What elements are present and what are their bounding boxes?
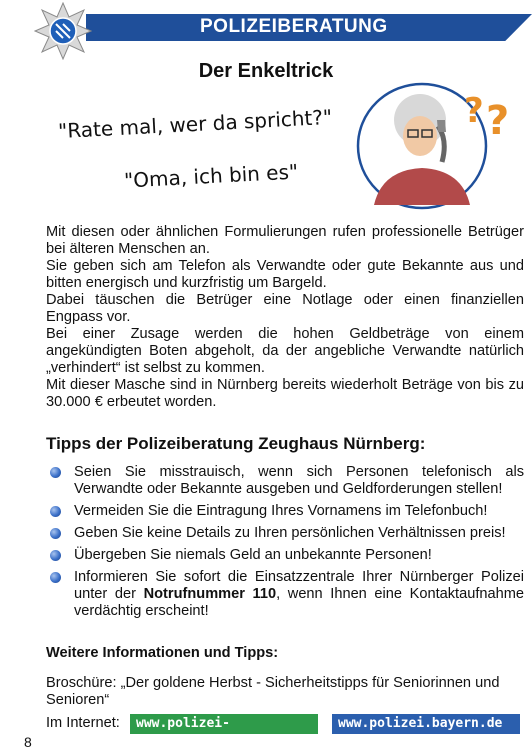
quote-1: "Rate mal, wer da spricht?" <box>57 104 333 144</box>
intro-text <box>46 224 524 411</box>
page-title: Der Enkeltrick <box>198 60 334 82</box>
paragraph: Bei einer Zusage werden die hohen Geldbeträge von einem angekündigten Boten abgeholt, da der angebliche Verwandte natürlich „verhindert“ ist selbst zu kommen. <box>46 326 524 376</box>
svg-text:?: ? <box>486 98 510 144</box>
internet-label: Im Internet: <box>46 715 120 731</box>
emergency-number: Notrufnummer 110 <box>143 586 277 602</box>
tips-heading: Tipps der Polizeiberatung Zeughaus Nürnberg: <box>46 434 426 453</box>
list-item: Seien Sie misstrauisch, wenn sich Personen telefonisch als Verwandte oder Bekannte ausgeben und Geldforderungen stellen! <box>46 464 524 498</box>
page-number: 8 <box>24 734 32 750</box>
grandmother-phone-illustration <box>352 80 522 210</box>
paragraph: Mit diesen oder ähnlichen Formulierungen rufen professionelle Betrüger bei älteren Menschen an. <box>46 224 524 257</box>
bullet-icon <box>50 528 61 539</box>
bullet-icon <box>50 467 61 478</box>
brochure-text: Broschüre: „Der goldene Herbst - Sicherheitstipps für Seniorinnen und Senioren“ <box>46 675 500 708</box>
header-title: POLIZEIBERATUNG <box>200 16 388 37</box>
list-item: Übergeben Sie niemals Geld an unbekannte Personen! <box>46 547 524 564</box>
paragraph: Dabei täuschen die Betrüger eine Notlage oder einen finanziellen Engpass vor. <box>46 292 524 325</box>
paragraph: Mit dieser Masche sind in Nürnberg bereits wiederholt Beträge von bis zu 30.000 € erbeutet worden. <box>46 377 524 410</box>
link-polizei-beratung[interactable]: www.polizei-beratung.de <box>130 714 318 734</box>
tips-list <box>46 464 524 625</box>
svg-text:?: ? <box>464 91 484 131</box>
bullet-icon <box>50 550 61 561</box>
police-star-badge-icon <box>34 2 92 60</box>
bullet-icon <box>50 572 61 583</box>
paragraph: Sie geben sich am Telefon als Verwandte oder gute Bekannte aus und bitten energisch und kurzfristig um Bargeld. <box>46 258 524 291</box>
link-polizei-bayern[interactable]: www.polizei.bayern.de <box>332 714 520 734</box>
quote-2: "Oma, ich bin es" <box>123 159 299 193</box>
bullet-icon <box>50 506 61 517</box>
info-heading: Weitere Informationen und Tipps: <box>46 645 279 661</box>
list-item: Vermeiden Sie die Eintragung Ihres Vornamens im Telefonbuch! <box>46 503 524 520</box>
list-item: Geben Sie keine Details zu Ihren persönlichen Verhältnissen preis! <box>46 525 524 542</box>
list-item: Informieren Sie sofort die Einsatzzentrale Ihrer Nürnberger Polizei unter der Notrufnummer 110, wenn Ihnen eine Kontaktaufnahme verdächtig erscheint! <box>46 569 524 620</box>
